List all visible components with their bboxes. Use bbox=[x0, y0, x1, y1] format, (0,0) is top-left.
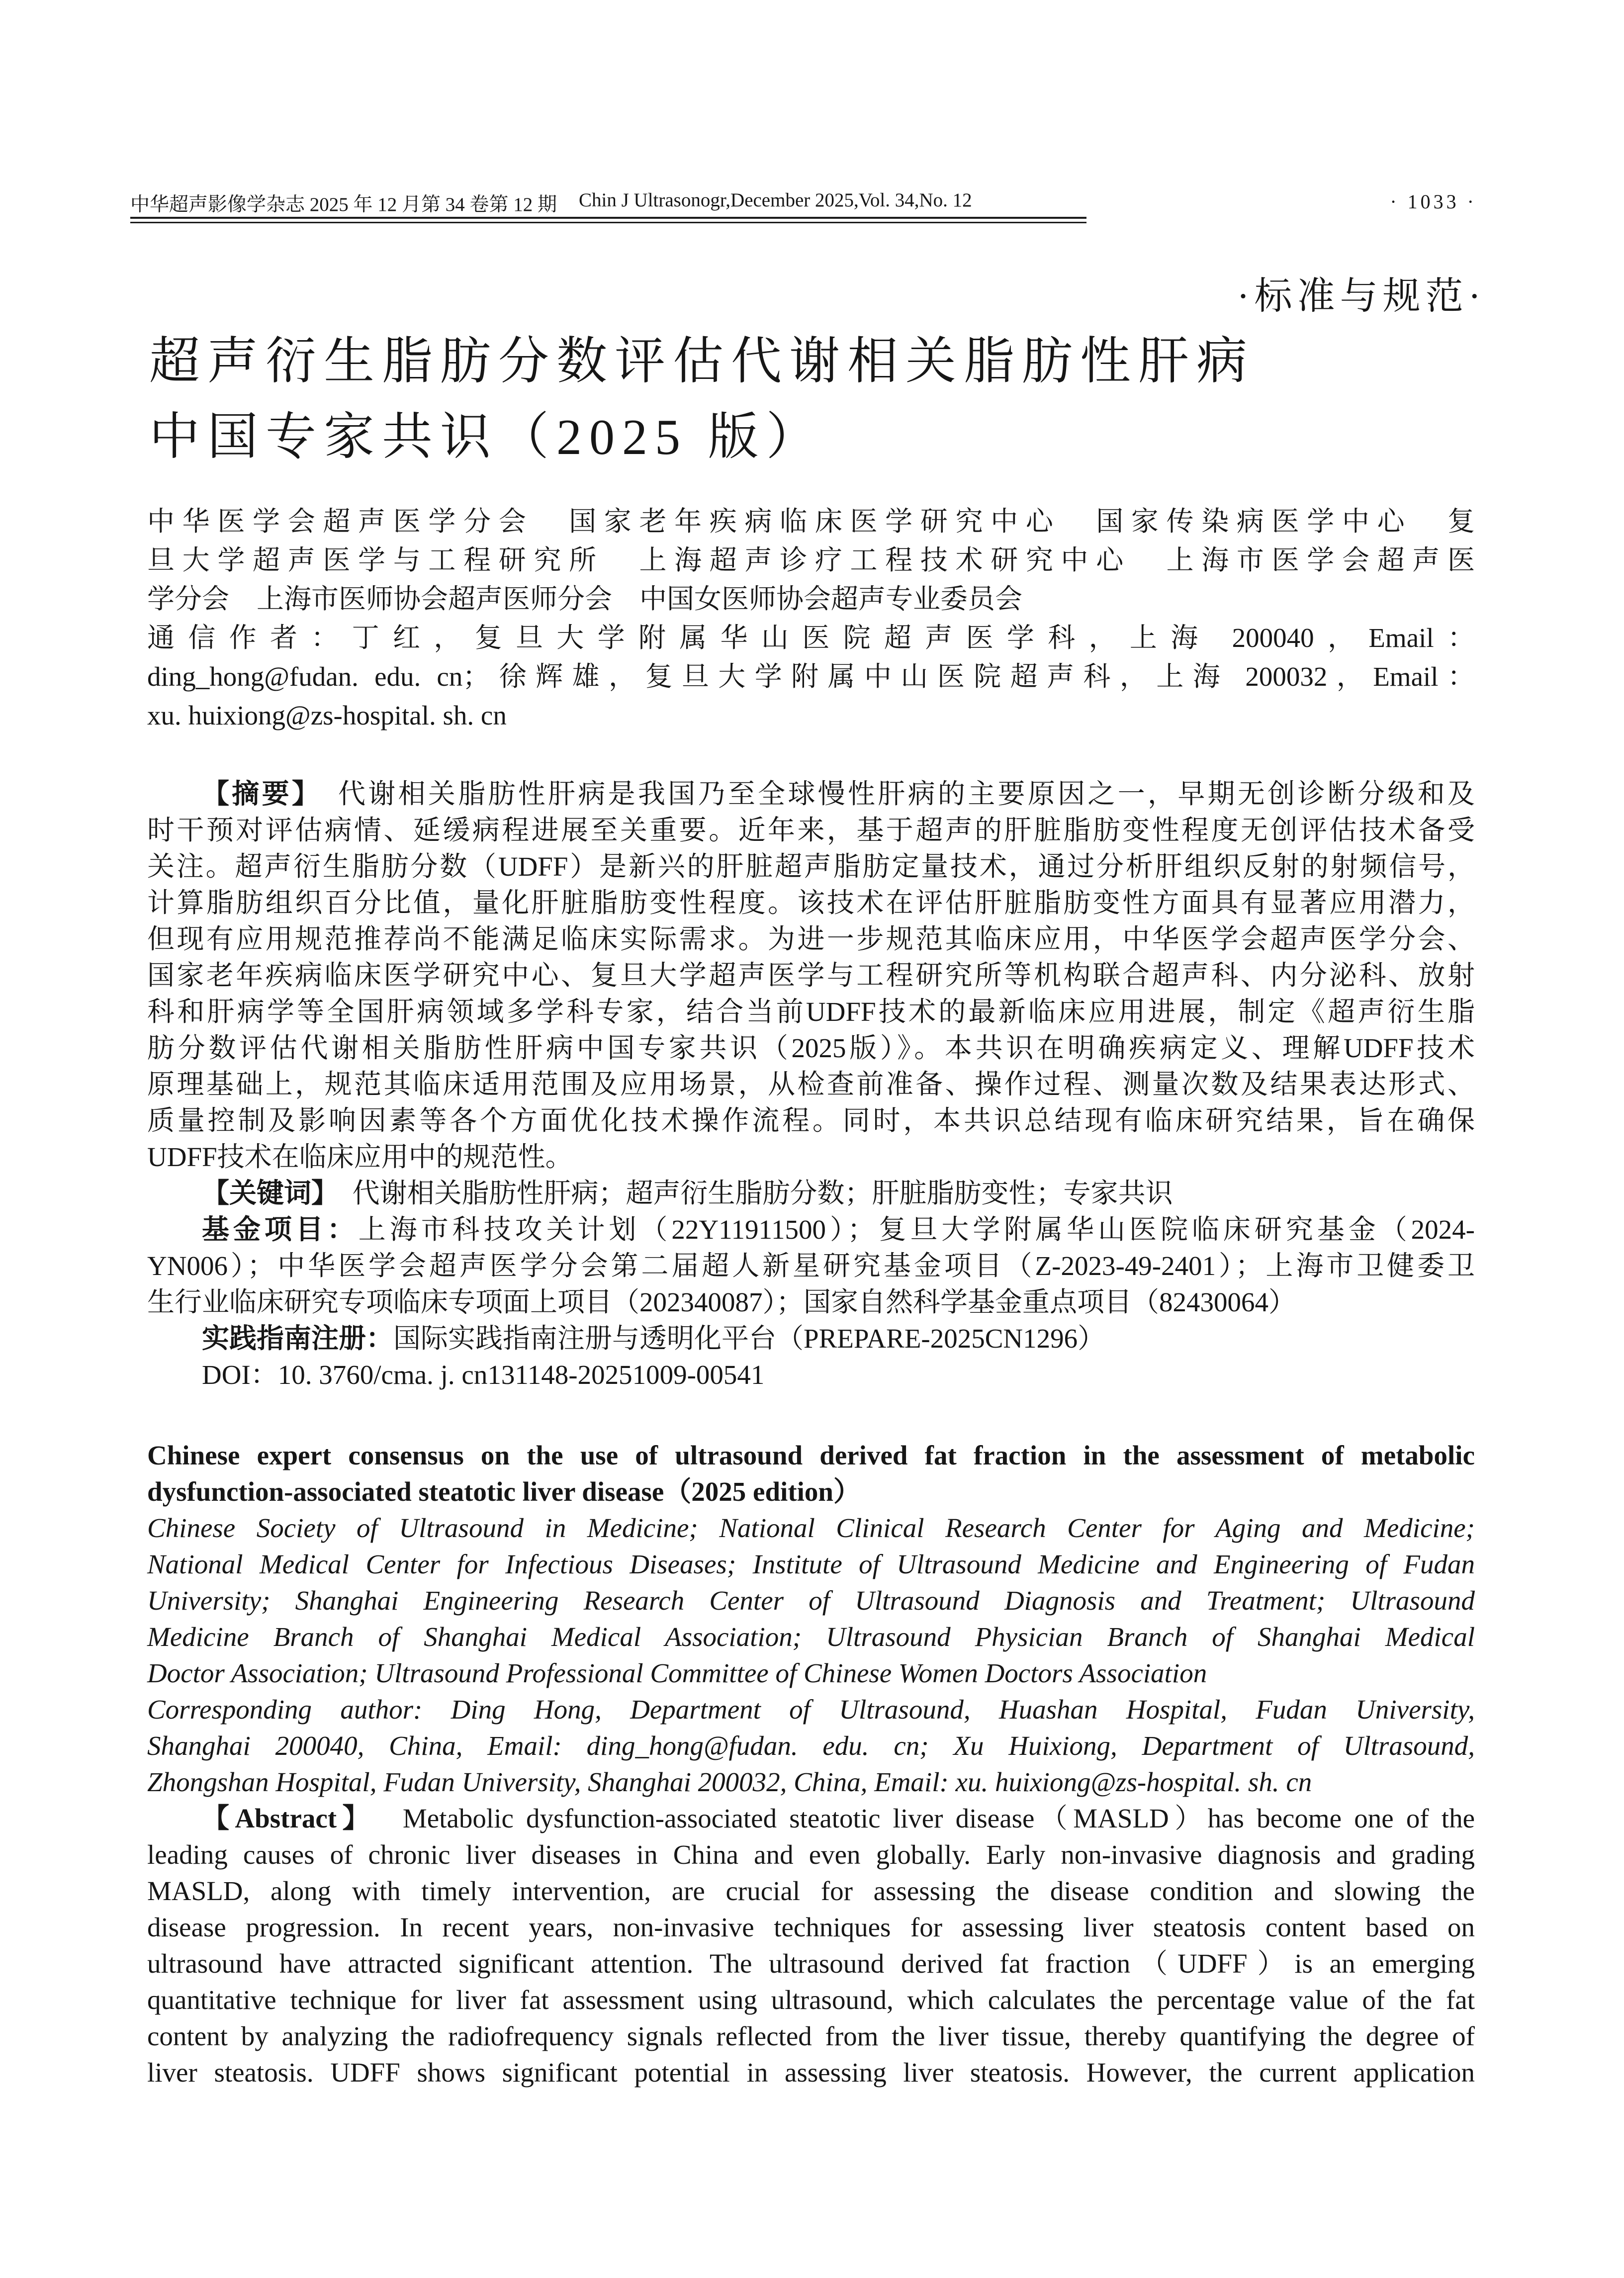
english-line: Medicine Branch of Shanghai Medical Association; Ultrasound Physician Branch of Shanghai Medical bbox=[147, 1622, 1475, 1652]
english-line: National Medical Center for Infectious Diseases; Institute of Ultrasound Medicine and Engineering of Fudan bbox=[147, 1549, 1475, 1579]
abstract-cn-line: 质量控制及影响因素等各个方面优化技术操作流程。同时，本共识总结现有临床研究结果，旨在确保 bbox=[147, 1105, 1475, 1136]
english-line: quantitative technique for liver fat assessment using ultrasound, which calculates the percentage value of the fat bbox=[147, 1985, 1475, 2015]
english-line: 【Abstract】 Metabolic dysfunction-associated steatotic liver disease（MASLD）has become one of the bbox=[202, 1803, 1475, 1833]
english-line: liver steatosis. UDFF shows significant potential in assessing liver steatosis. However, the current application bbox=[147, 2057, 1475, 2088]
page-number: · 1033 · bbox=[1390, 190, 1477, 213]
abstract-cn-line: UDFF技术在临床应用中的规范性。 bbox=[147, 1142, 573, 1172]
english-line: Shanghai 200040, China, Email: ding_hong@fudan. edu. cn; Xu Huixiong, Department of Ultrasound, bbox=[147, 1731, 1475, 1761]
abstract-cn-line: 国家老年疾病临床医学研究中心、复旦大学超声医学与工程研究所等机构联合超声科、内分泌科、放射 bbox=[147, 960, 1475, 991]
byline-line: xu. huixiong@zs-hospital. sh. cn bbox=[147, 700, 507, 730]
byline-line: 学分会 上海市医师协会超声医师分会 中国女医师协会超声专业委员会 bbox=[147, 584, 1023, 614]
english-line: Chinese Society of Ultrasound in Medicine; National Clinical Research Center for Aging and Medicine; bbox=[147, 1513, 1475, 1543]
english-line: leading causes of chronic liver diseases in China and even globally. Early non-invasive diagnosis and grading bbox=[147, 1839, 1475, 1870]
abstract-cn-line: 但现有应用规范推荐尚不能满足临床实际需求。为进一步规范其临床应用，中华医学会超声医学分会、 bbox=[147, 924, 1475, 954]
english-line: MASLD, along with timely intervention, are crucial for assessing the disease condition and slowing the bbox=[147, 1876, 1475, 1906]
english-line: ultrasound have attracted significant attention. The ultrasound derived fat fraction（UDFF）is an emerging bbox=[147, 1948, 1475, 1979]
english-line: University; Shanghai Engineering Research Center of Ultrasound Diagnosis and Treatment; Ultrasound bbox=[147, 1585, 1475, 1616]
english-line: Doctor Association; Ultrasound Professional Committee of Chinese Women Doctors Association bbox=[147, 1658, 1207, 1688]
chinese-abstract bbox=[147, 776, 1475, 1393]
english-line: Corresponding author: Ding Hong, Department of Ultrasound, Huashan Hospital, Fudan University, bbox=[147, 1694, 1475, 1725]
abstract-cn-line: 计算脂肪组织百分比值，量化肝脏脂肪变性程度。该技术在评估肝脏脂肪变性方面具有显著应用潜力， bbox=[147, 888, 1475, 918]
journal-citation-cn: 中华超声影像学杂志 2025 年 12 月第 34 卷第 12 期 bbox=[130, 194, 557, 215]
abstract-cn-line: YN006）；中华医学会超声医学分会第二届超人新星研究基金项目（Z-2023-49-2401）；上海市卫健委卫 bbox=[147, 1251, 1475, 1281]
byline-line: 通信作者：丁红，复旦大学附属华山医院超声医学科，上海 200040，Email： bbox=[147, 623, 1475, 653]
journal-citation bbox=[130, 189, 1087, 217]
abstract-cn-line: 【摘要】 代谢相关脂肪性肝病是我国乃至全球慢性肝病的主要原因之一，早期无创诊断分级和及 bbox=[202, 779, 1475, 809]
english-line: dysfunction-associated steatotic liver disease（2025 edition） bbox=[147, 1476, 861, 1507]
article-title bbox=[149, 324, 1492, 475]
article-title-line2: 中国专家共识（2025 版） bbox=[149, 409, 824, 465]
abstract-cn-line: 肪分数评估代谢相关脂肪性肝病中国专家共识（2025版）》。本共识在明确疾病定义、理解UDFF技术 bbox=[147, 1033, 1475, 1063]
english-line: Zhongshan Hospital, Fudan University, Shanghai 200032, China, Email: xu. huixiong@zs-hospital. sh. cn bbox=[147, 1767, 1312, 1797]
abstract-cn-line: 原理基础上，规范其临床适用范围及应用场景，从检查前准备、操作过程、测量次数及结果表达形式、 bbox=[147, 1069, 1475, 1099]
journal-citation-en: Chin J Ultrasonogr,December 2025,Vol. 34,No. 12 bbox=[579, 189, 972, 211]
abstract-cn-line: 【关键词】 代谢相关脂肪性肝病；超声衍生脂肪分数；肝脏脂肪变性；专家共识 bbox=[202, 1178, 1173, 1208]
abstract-cn-line: 时干预对评估病情、延缓病程进展至关重要。近年来，基于超声的肝脏脂肪变性程度无创评估技术备受 bbox=[147, 815, 1475, 845]
abstract-cn-line: 关注。超声衍生脂肪分数（UDFF）是新兴的肝脏超声脂肪定量技术，通过分析肝组织反射的射频信号， bbox=[147, 851, 1475, 882]
header-double-rule bbox=[130, 217, 1086, 223]
byline-line: ding_hong@fudan. edu. cn；徐辉雄，复旦大学附属中山医院超声科，上海 200032，Email： bbox=[147, 661, 1475, 692]
english-line: content by analyzing the radiofrequency signals reflected from the liver tissue, thereby quantifying the degree of bbox=[147, 2021, 1475, 2051]
abstract-cn-line: 基金项目：上海市科技攻关计划（22Y11911500）；复旦大学附属华山医院临床研究基金（2024- bbox=[202, 1214, 1475, 1245]
section-label: ·标准与规范· bbox=[1237, 275, 1486, 317]
abstract-cn-line: DOI：10. 3760/cma. j. cn131148-20251009-00541 bbox=[202, 1360, 765, 1390]
byline-line: 旦大学超声医学与工程研究所 上海超声诊疗工程技术研究中心 上海市医学会超声医 bbox=[147, 545, 1475, 575]
byline-line: 中华医学会超声医学分会 国家老年疾病临床医学研究中心 国家传染病医学中心 复 bbox=[147, 506, 1475, 537]
abstract-cn-line: 科和肝病学等全国肝病领域多学科专家，结合当前UDFF技术的最新临床应用进展，制定《超声衍生脂 bbox=[147, 997, 1475, 1027]
byline-affiliations bbox=[147, 502, 1475, 735]
article-title-line1: 超声衍生脂肪分数评估代谢相关脂肪性肝病 bbox=[149, 334, 1255, 390]
english-line: disease progression. In recent years, non-invasive techniques for assessing liver steatosis content based on bbox=[147, 1912, 1475, 1942]
abstract-cn-line: 实践指南注册：国际实践指南注册与透明化平台（PREPARE-2025CN1296） bbox=[202, 1323, 1105, 1354]
english-line: Chinese expert consensus on the use of ultrasound derived fat fraction in the assessment of metabolic bbox=[147, 1440, 1475, 1470]
abstract-cn-line: 生行业临床研究专项临床专项面上项目（202340087）；国家自然科学基金重点项目（82430064） bbox=[147, 1287, 1296, 1317]
english-abstract bbox=[147, 1437, 1475, 2091]
